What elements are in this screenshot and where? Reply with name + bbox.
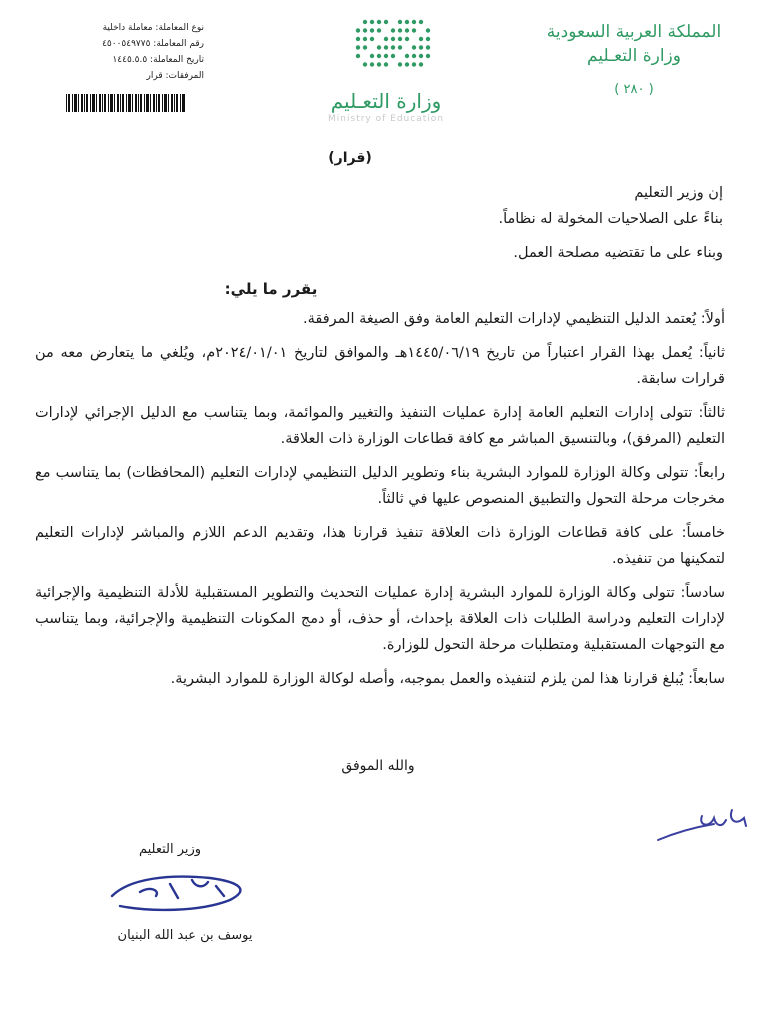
- decision-items: [35, 306, 725, 700]
- ministry-logo: [296, 14, 476, 126]
- header-right: [539, 20, 729, 100]
- intro-line: وبناء على ما تقتضيه مصلحة العمل.: [513, 245, 723, 261]
- decision-item: سابعاً: يُبلغ قرارنا هذا لمن يلزم لتنفيذه والعمل بموجبه، وأصله لوكالة الوزارة للموارد البشرية.: [170, 671, 725, 687]
- signatory-title: وزير التعليم: [138, 842, 202, 857]
- kingdom-name: المملكة العربية السعودية: [546, 22, 722, 42]
- transaction-attachments: المرفقات: قرار: [146, 71, 204, 81]
- decision-number: ( ٢٨٠ ): [614, 82, 654, 97]
- decides-heading: يقرر ما يلي:: [224, 280, 318, 298]
- signatory-name: يوسف بن عبد الله البنيان: [117, 928, 253, 943]
- logo-dots-icon: [354, 18, 434, 72]
- closing-phrase: والله الموفق: [341, 758, 415, 774]
- decision-item: ثالثاً: تتولى إدارات التعليم العامة إدارة عمليات التنفيذ والتغيير والموائمة، وبما يتناسب مع الدليل الإجرائي لإدارات التعليم (المرفق)، وبالتنسيق المباشر مع كافة قطاعات الوزارة ذات العلاقة.: [35, 405, 725, 447]
- initials-signature-icon: [652, 796, 752, 846]
- transaction-number: رقم المعاملة: ٤٥٠٠٥٤٩٧٧٥: [102, 39, 204, 49]
- decision-item: سادساً: تتولى وكالة الوزارة للموارد البشرية إدارة عمليات التحديث والتطوير المستقبلية للأدلة التنظيمية والإجرائية لإدارات التعليم ودراسة الطلبات ذات العلاقة بإحداث، أو حذف، أو دمج المكونات التنظيمية والإجرائية، وبما يتناسب مع التوجهات المستقبلية ومتطلبات مرحلة التحول للوزارة.: [35, 585, 725, 653]
- decision-item: ثانياً: يُعمل بهذا القرار اعتباراً من تاريخ ١٤٤٥/٠٦/١٩هـ والموافق لتاريخ ٢٠٢٤/٠١/٠١م، ويُلغي ما يتعارض معه من قرارات سابقة.: [35, 345, 725, 387]
- transaction-info: [64, 20, 204, 84]
- intro-line: بناءً على الصلاحيات المخولة له نظاماً.: [498, 211, 723, 227]
- ministry-name: وزارة التعـليم: [587, 46, 681, 66]
- decision-item: رابعاً: تتولى وكالة الوزارة للموارد البشرية بناء وتطوير الدليل التنظيمي لإدارات التعليم (المحافظات) بما يتناسب مع مخرجات مرحلة التحول والتطبيق المنصوص عليها في ثالثاً.: [35, 465, 725, 507]
- intro-line: إن وزير التعليم: [634, 185, 723, 201]
- minister-signature-icon: [100, 866, 260, 922]
- transaction-type: نوع المعاملة: معاملة داخلية: [102, 23, 204, 33]
- decision-item: خامساً: على كافة قطاعات الوزارة ذات العلاقة تنفيذ قرارنا هذا، وتقديم الدعم اللازم والمباشر لإدارات التعليم لتمكينها من تنفيذه.: [35, 525, 725, 567]
- logo-text-english: Ministry of Education: [328, 114, 444, 124]
- transaction-date: تاريخ المعاملة: ١٤٤٥.٥.٥: [112, 55, 204, 65]
- logo-text-arabic: وزارة التعـليم: [330, 89, 442, 113]
- decision-item: أولاً: يُعتمد الدليل التنظيمي لإدارات التعليم العامة وفق الصيغة المرفقة.: [303, 311, 725, 327]
- barcode-icon: [66, 94, 188, 112]
- decision-title: (قرار): [328, 150, 372, 166]
- intro-block: [43, 180, 723, 266]
